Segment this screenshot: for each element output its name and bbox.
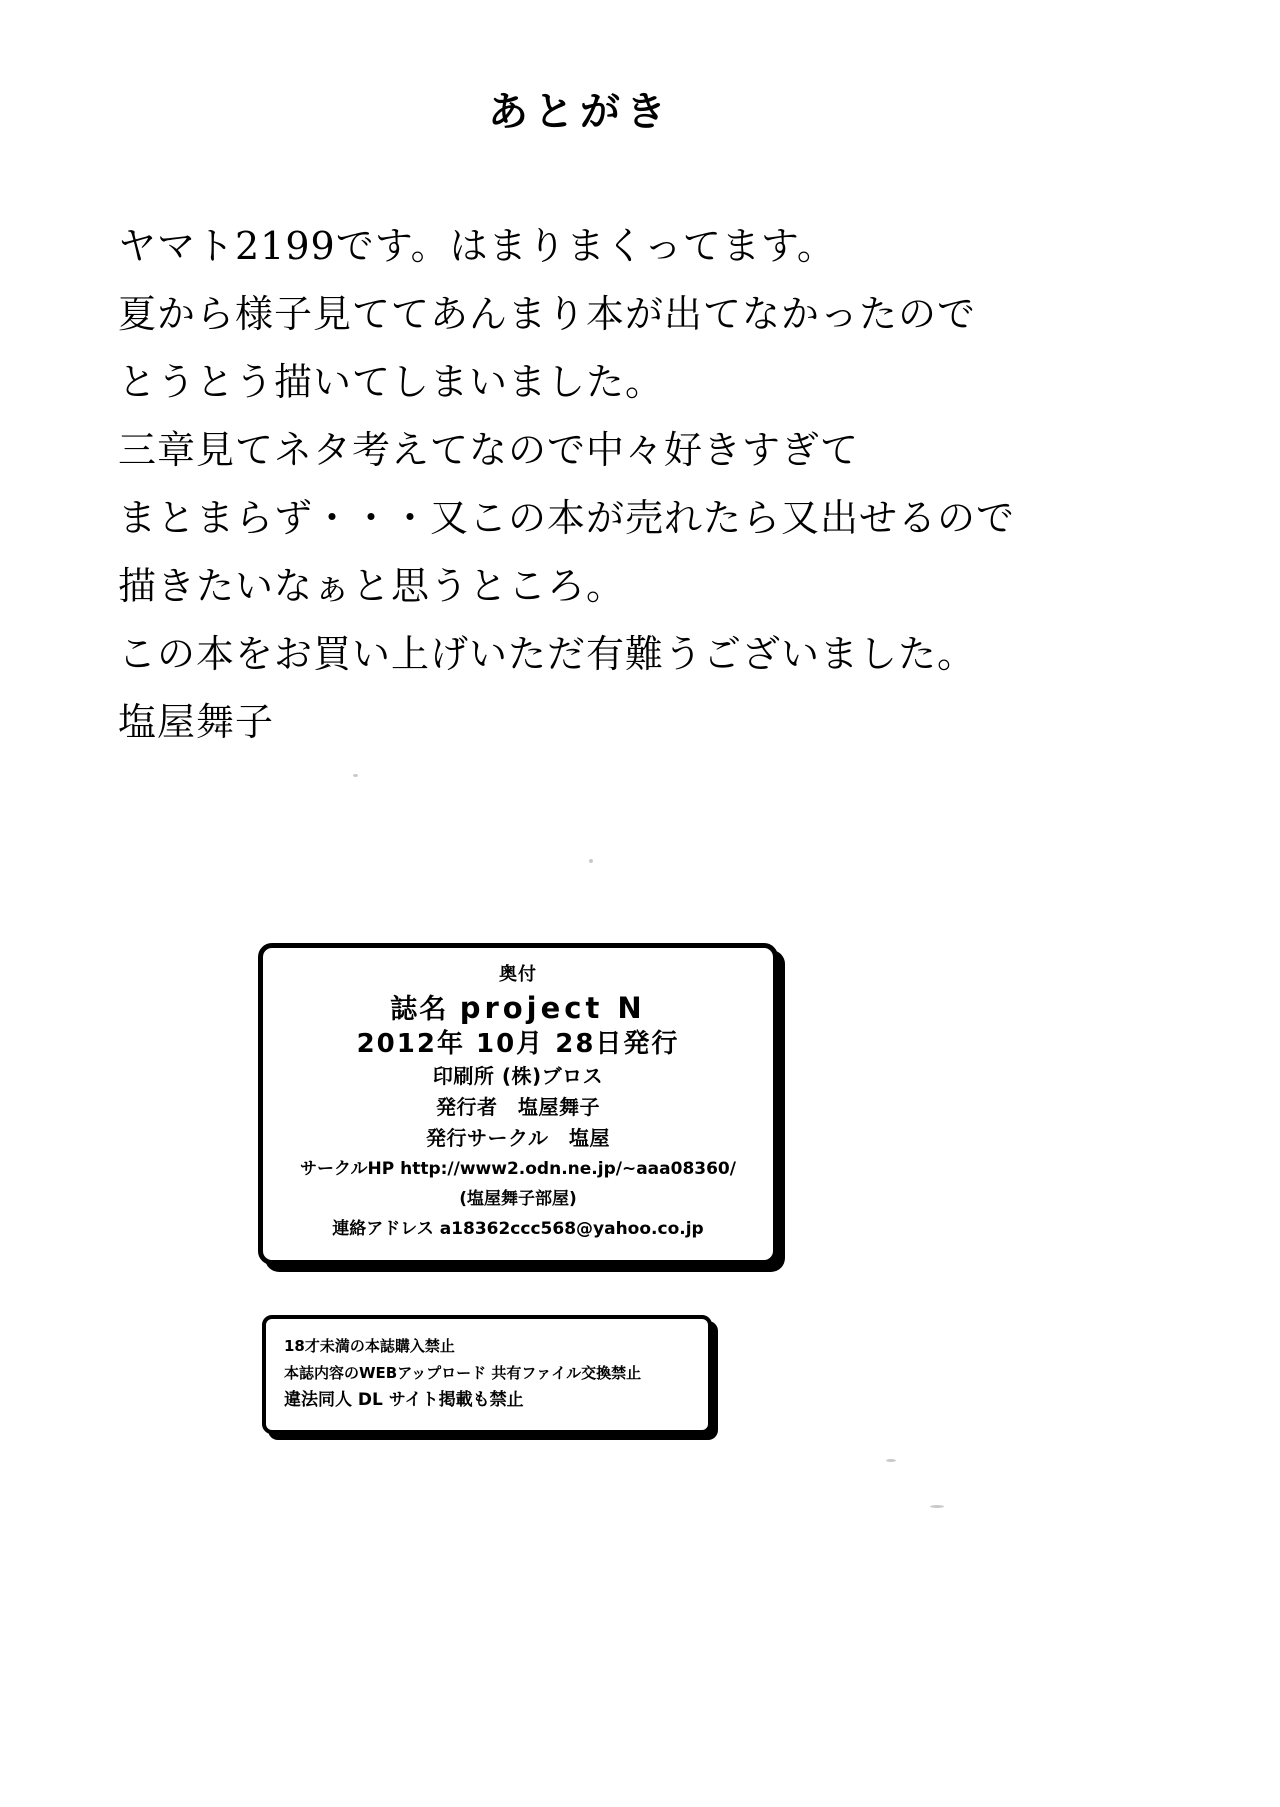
afterword-line: ヤマト2199です。はまりまくってます。: [118, 224, 836, 268]
afterword-line: とうとう描いてしまいました。: [118, 360, 665, 404]
scan-speck: [589, 859, 593, 863]
page-title: あとがき: [488, 88, 672, 135]
colophon-date: 2012年 10月 28日発行: [356, 1029, 680, 1059]
afterword-line: 三章見てネタ考えてなので中々好きすぎて: [118, 428, 860, 472]
colophon-publisher: 発行者 塩屋舞子: [436, 1095, 600, 1119]
colophon-box: [258, 943, 778, 1265]
afterword-line: まとまらず・・・又この本が売れたら又出せるので: [118, 496, 1016, 540]
afterword-line: 夏から様子見ててあんまり本が出てなかったので: [118, 292, 977, 336]
colophon-heading: 奥付: [499, 964, 537, 985]
warning-line: 18才未満の本誌購入禁止: [284, 1337, 455, 1355]
colophon-homepage: サークルHP http://www2.odn.ne.jp/~aaa08360/: [300, 1159, 736, 1179]
afterword-line: 描きたいなぁと思うところ。: [118, 564, 626, 608]
scan-speck: [930, 1505, 944, 1508]
afterword-text: [118, 212, 1158, 756]
colophon-contact: 連絡アドレス a18362ccc568@yahoo.co.jp: [332, 1219, 704, 1239]
colophon-title-value: project N: [459, 991, 646, 1025]
scan-speck: [353, 774, 358, 777]
colophon-title-row: [273, 991, 763, 1027]
warning-box: [262, 1315, 712, 1434]
author-signature: 塩屋舞子: [118, 700, 275, 744]
afterword-line: この本をお買い上げいただ有難うございました。: [118, 632, 977, 676]
colophon-printer: 印刷所 (株)ブロス: [432, 1064, 604, 1088]
colophon-homepage-subtitle: (塩屋舞子部屋): [459, 1189, 577, 1209]
colophon-title-label: 誌名: [390, 994, 449, 1025]
warning-line: 本誌内容のWEBアップロード 共有ファイル交換禁止: [284, 1364, 642, 1382]
scan-speck: [886, 1459, 896, 1462]
warning-line: 違法同人 DL サイト掲載も禁止: [284, 1390, 524, 1410]
colophon-circle: 発行サークル 塩屋: [426, 1126, 610, 1150]
